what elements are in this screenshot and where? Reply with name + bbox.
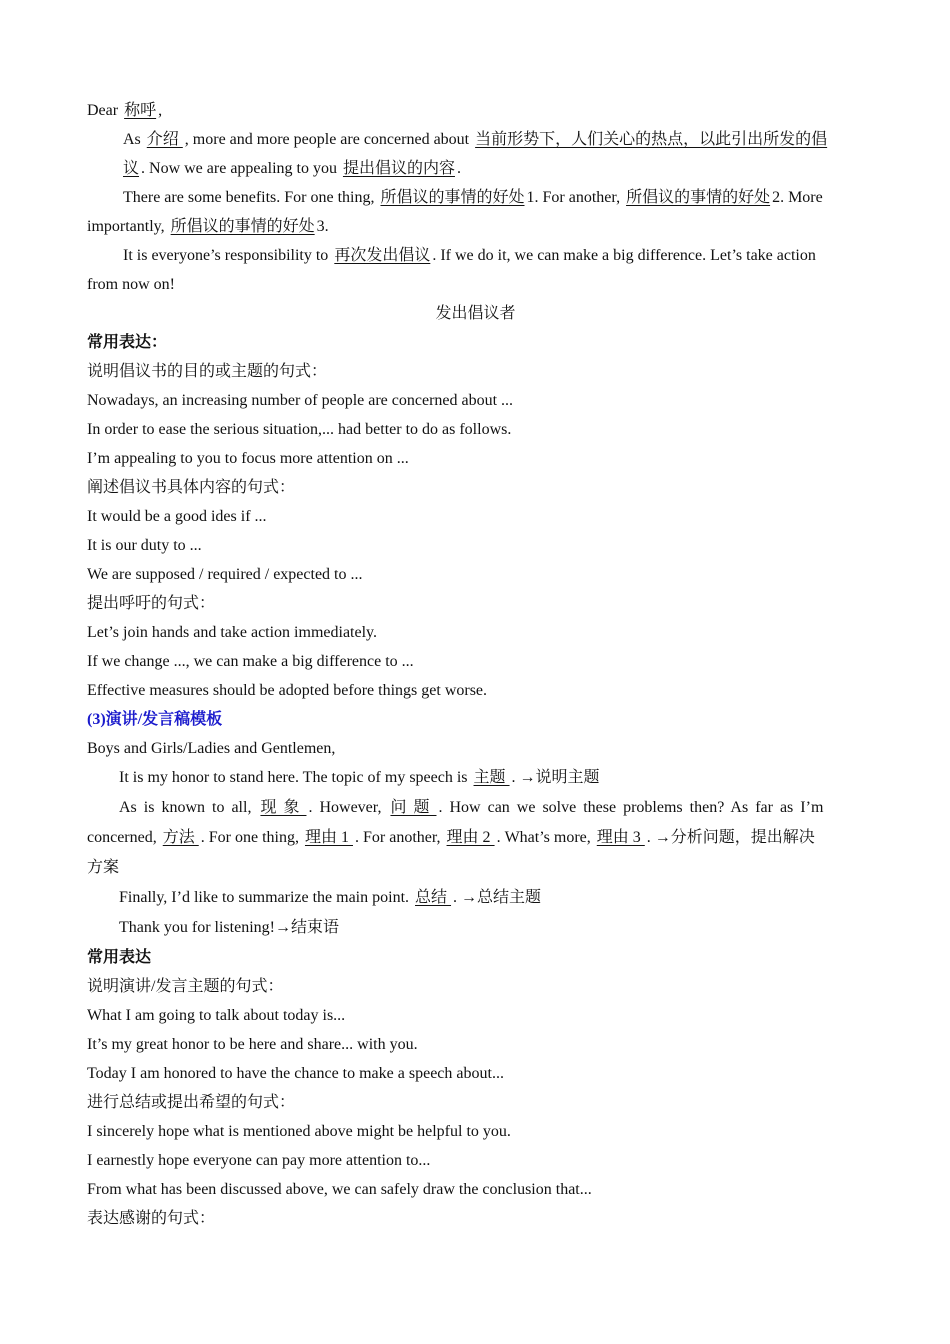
speech-closing-line: Thank you for listening!→结束语: [119, 919, 339, 936]
subheading-thanks: 表达感谢的句式：: [87, 1210, 216, 1227]
section-heading-speech-template: (3)演讲/发言稿模板: [87, 711, 223, 728]
proposal-content-blank: 提出倡议的内容: [342, 160, 455, 177]
p1-text-b: , more and more people are concerned about: [184, 131, 470, 148]
speech-l1-text-b: . →说明主题: [511, 769, 600, 786]
sentence-pattern: From what has been discussed above, we can safely draw the conclusion that...: [87, 1181, 592, 1198]
p2-text-a: There are some benefits. For one thing,: [123, 189, 375, 206]
speech-l3-text-d: . What’s more,: [496, 829, 591, 846]
sentence-pattern: What I am going to talk about today is...: [87, 1007, 346, 1024]
benefit-blank-1: 所倡议的事情的好处: [380, 189, 525, 206]
repeat-proposal-blank: 再次发出倡议: [334, 247, 431, 264]
speech-l3-text-c: . For another,: [354, 829, 441, 846]
speech-l4-text-a: Finally, I’d like to summarize the main point.: [119, 889, 410, 906]
sentence-pattern: It is our duty to ...: [87, 537, 202, 554]
sentence-pattern: In order to ease the serious situation,... had better to do as follows.: [87, 421, 512, 438]
subheading-conclusion: 进行总结或提出希望的句式：: [87, 1094, 296, 1111]
speech-l3-text-e: . →分析问题，提出解决: [646, 829, 815, 846]
hotspot-blank: 当前形势下，人们关心的热点，以此引出所发的倡: [475, 131, 828, 148]
speech-solution-line: [87, 823, 864, 853]
sentence-pattern: We are supposed / required / expected to ...: [87, 566, 363, 583]
speech-l2-text-a: As is known to all,: [119, 799, 252, 816]
speech-topic-line: [87, 763, 864, 793]
salutation-line: Dear 称呼 ,: [87, 102, 163, 119]
p3-text-a: It is everyone’s responsibility to: [123, 247, 329, 264]
speech-solution-line-cont: 方案: [87, 859, 120, 876]
speech-l3-text-b: . For one thing,: [200, 829, 299, 846]
sentence-pattern: Today I am honored to have the chance to make a speech about...: [87, 1065, 504, 1082]
sentence-pattern: I’m appealing to you to focus more attention on ...: [87, 450, 409, 467]
problem-blank: 问 题: [390, 799, 437, 816]
sentence-pattern: If we change ..., we can make a big difference to ...: [87, 653, 414, 670]
p1-text-c: . Now we are appealing to you: [141, 160, 337, 177]
salutation-blank: 称呼: [124, 102, 157, 119]
speech-greeting: Boys and Girls/Ladies and Gentlemen,: [87, 740, 336, 757]
reason-1-blank: 理由 1: [304, 829, 353, 846]
p2-text-d: importantly,: [87, 218, 165, 235]
signature: 发出倡议者: [435, 305, 516, 322]
topic-blank: 主题: [473, 769, 510, 786]
letter-paragraph-2b: [87, 212, 864, 241]
letter-paragraph-1a: [87, 125, 864, 154]
dear-text: Dear: [87, 102, 119, 119]
speech-summary-line: [87, 883, 864, 913]
speech-l4-text-b: . →总结主题: [453, 889, 542, 906]
p3-text-c: from now on!: [87, 276, 175, 293]
letter-paragraph-3a: [87, 241, 864, 270]
p2-text-b: 1. For another,: [526, 189, 621, 206]
speech-l3-text-a: concerned,: [87, 829, 157, 846]
subheading-content: 阐述倡议书具体内容的句式：: [87, 479, 296, 496]
section-heading-expressions-2: 常用表达: [87, 949, 152, 966]
letter-paragraph-3b: [87, 270, 864, 299]
sentence-pattern: Nowadays, an increasing number of people are concerned about ...: [87, 392, 514, 409]
sentence-pattern: It would be a good ides if ...: [87, 508, 267, 525]
hotspot-blank-cont: 议: [123, 160, 140, 177]
p1-text-a: As: [123, 131, 141, 148]
method-blank: 方法: [162, 829, 199, 846]
speech-problem-line: [87, 793, 864, 823]
speech-l2-text-c: . How can we solve these problems then? As far as I’m: [438, 799, 824, 816]
sentence-pattern: Effective measures should be adopted before things get worse.: [87, 682, 488, 699]
sentence-pattern: I earnestly hope everyone can pay more attention to...: [87, 1152, 431, 1169]
document-page: [87, 96, 864, 1233]
subheading-speech-topic: 说明演讲/发言主题的句式：: [87, 978, 284, 995]
intro-blank: 介绍: [146, 131, 183, 148]
reason-3-blank: 理由 3: [596, 829, 645, 846]
p2-text-e: 3.: [316, 218, 329, 235]
subheading-appeal: 提出呼吁的句式：: [87, 595, 216, 612]
speech-l1-text-a: It is my honor to stand here. The topic of my speech is: [119, 769, 468, 786]
p2-text-c: 2. More: [772, 189, 823, 206]
letter-paragraph-2a: [87, 183, 864, 212]
summary-blank: 总结: [415, 889, 452, 906]
letter-paragraph-1b: 议 . Now we are appealing to you 提出倡议的内容 .: [123, 160, 461, 177]
sentence-pattern: Let’s join hands and take action immediately.: [87, 624, 377, 641]
reason-2-blank: 理由 2: [446, 829, 495, 846]
subheading-purpose: 说明倡议书的目的或主题的句式：: [87, 363, 328, 380]
benefit-blank-3: 所倡议的事情的好处: [170, 218, 315, 235]
benefit-blank-2: 所倡议的事情的好处: [626, 189, 771, 206]
phenomenon-blank: 现 象: [260, 799, 307, 816]
sentence-pattern: I sincerely hope what is mentioned above might be helpful to you.: [87, 1123, 511, 1140]
section-heading-expressions-1: 常用表达：: [87, 334, 168, 351]
p3-text-b: . If we do it, we can make a big difference. Let’s take action: [432, 247, 816, 264]
speech-l2-text-b: . However,: [308, 799, 382, 816]
sentence-pattern: It’s my great honor to be here and share... with you.: [87, 1036, 418, 1053]
